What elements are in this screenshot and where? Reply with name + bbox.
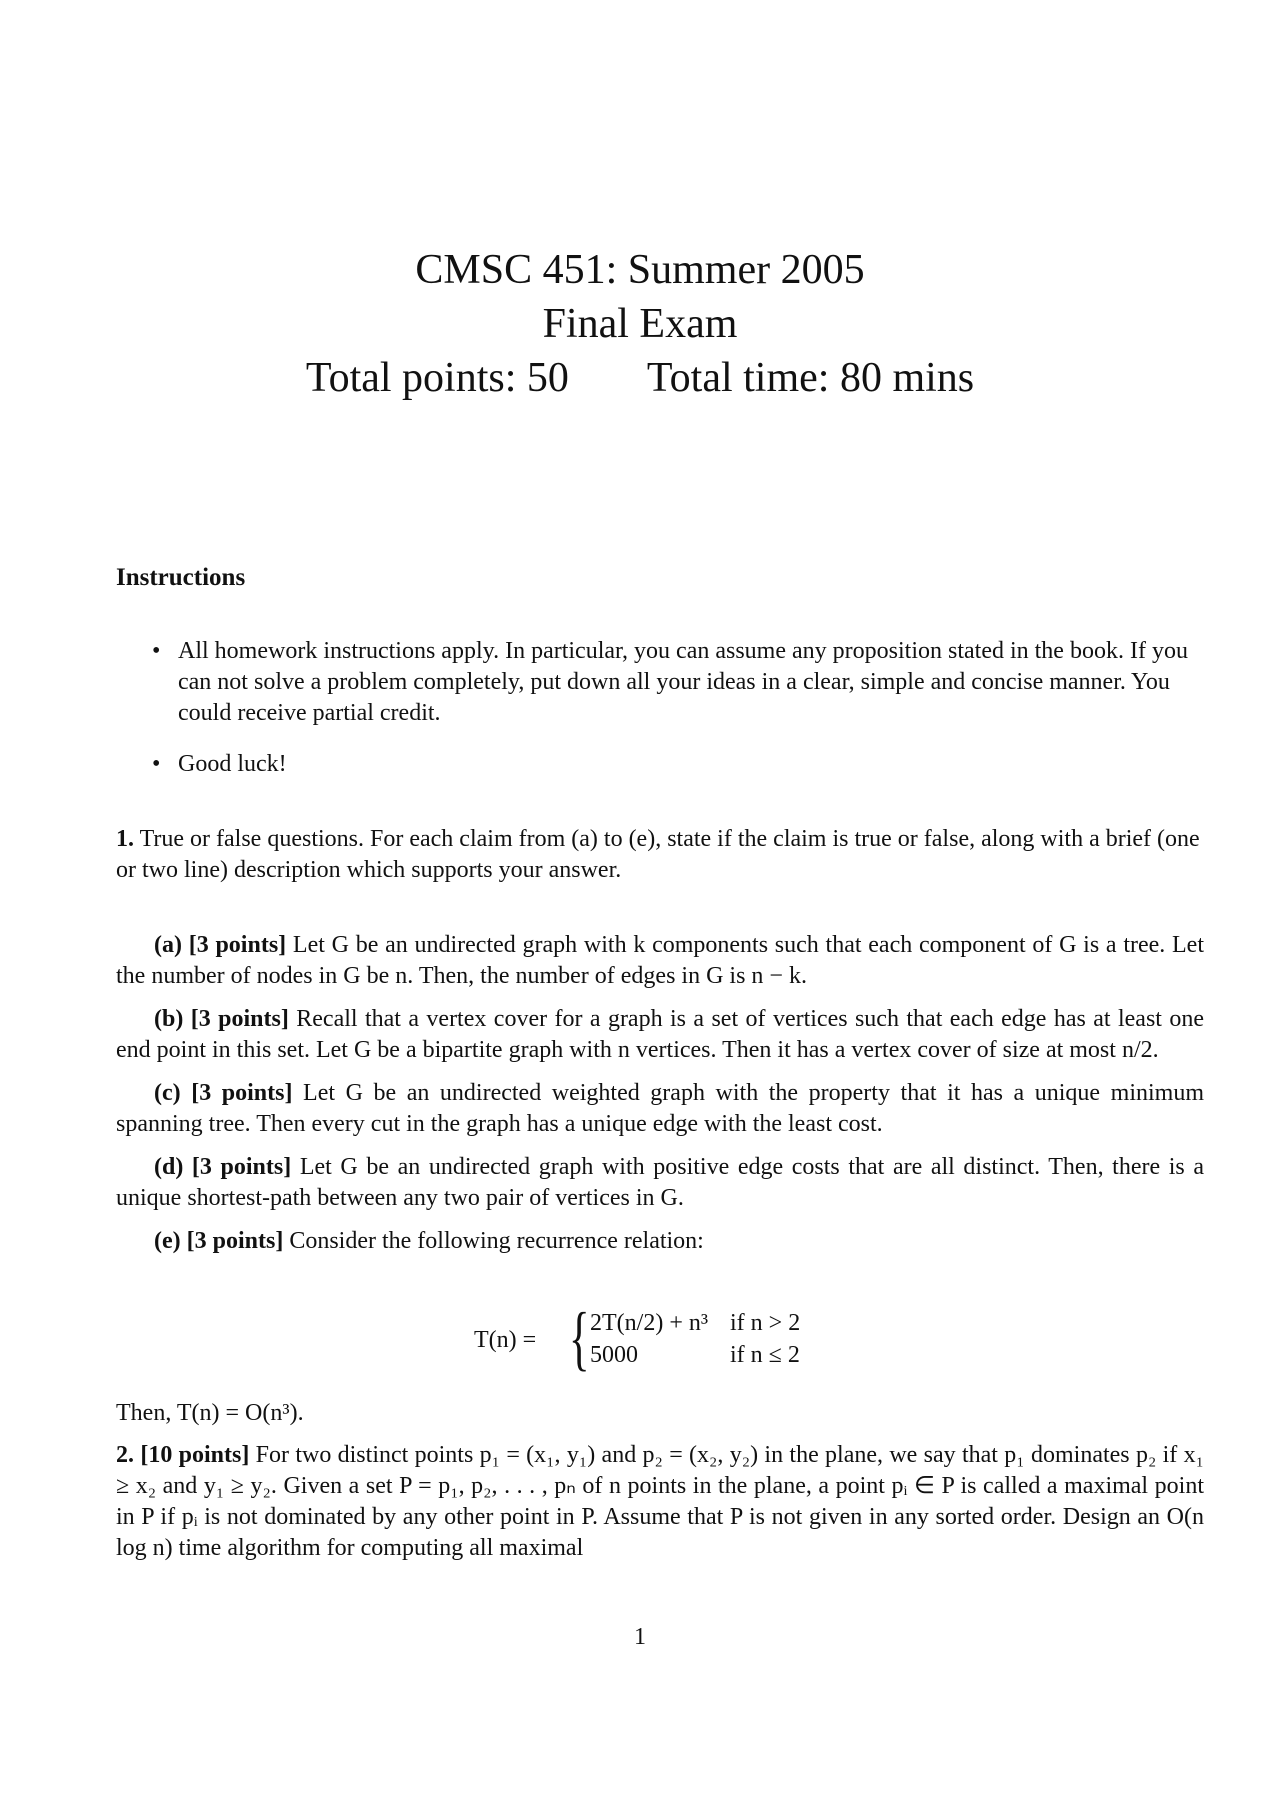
question-1-number: 1.	[116, 826, 134, 852]
part-d-label: (d) [3 points]	[154, 1154, 292, 1180]
question-2-text: For two distinct points p₁ = (x₁, y₁) and p₂ = (x₂, y₂) in the plane, we say that p₁ dominates p₂ if x₁ ≥ x₂ and y₁ ≥ y₂. Given a set P = p₁, p₂, . . . , pₙ of n points in the plane, a point pᵢ ∈ P is called a maximal point in P if pᵢ is not dominated by any other point in P. Assume that P is not given in any sorted order. Design an O(n log n) time algorithm for computing all maximal	[116, 1442, 1204, 1561]
question-1	[116, 824, 1204, 886]
bullet-icon: •	[152, 751, 161, 777]
bullet-icon: •	[152, 638, 161, 664]
part-c-text: Let G be an undirected weighted graph with the property that it has a unique minimum spanning tree. Then every cut in the graph has a unique edge with the least cost.	[116, 1080, 1204, 1137]
points-time-line	[0, 351, 1280, 405]
part-b	[116, 1004, 1204, 1066]
instructions-list	[116, 636, 1204, 800]
recurrence-case-1: 2T(n/2) + n³	[590, 1310, 709, 1336]
part-d-text: Let G be an undirected graph with positive edge costs that are all distinct. Then, there is a unique shortest-path between any two pair of vertices in G.	[116, 1154, 1204, 1211]
total-time: Total time: 80 mins	[646, 355, 975, 401]
part-e	[116, 1226, 1204, 1257]
recurrence-lhs: T(n) =	[474, 1327, 537, 1353]
recurrence-condition-2: if n ≤ 2	[730, 1342, 800, 1368]
part-e-label: (e) [3 points]	[154, 1228, 284, 1254]
recurrence-conclusion: Then, T(n) = O(n³).	[116, 1400, 304, 1426]
page-number: 1	[634, 1624, 646, 1650]
part-c-label: (c) [3 points]	[154, 1080, 293, 1106]
question-1-text: True or false questions. For each claim from (a) to (e), state if the claim is true or false, along with a brief (one or two line) description which supports your answer.	[116, 826, 1200, 883]
left-brace-icon: {	[568, 1298, 590, 1378]
title-block	[0, 243, 1280, 405]
part-b-text: Recall that a vertex cover for a graph is a set of vertices such that each edge has at least one end point in this set. Let G be a bipartite graph with n vertices. Then it has a vertex cover of size at most n/2.	[116, 1006, 1205, 1063]
part-c	[116, 1078, 1204, 1140]
part-a-text: Let G be an undirected graph with k components such that each component of G is a tree. Let the number of nodes in G be n. Then, the number of edges in G is n − k.	[116, 932, 1205, 989]
part-a-label: (a) [3 points]	[154, 932, 287, 958]
total-points: Total points: 50	[305, 355, 569, 401]
instructions-heading: Instructions	[116, 564, 246, 591]
exam-title: Final Exam	[542, 301, 738, 347]
part-a	[116, 930, 1204, 992]
question-2	[116, 1440, 1204, 1564]
recurrence-condition-1: if n > 2	[730, 1310, 801, 1336]
list-item	[116, 636, 1204, 729]
recurrence-case-2: 5000	[590, 1342, 638, 1368]
instruction-text: Good luck!	[178, 751, 287, 777]
list-item	[116, 749, 1204, 780]
course-title: CMSC 451: Summer 2005	[415, 247, 865, 293]
instruction-text: All homework instructions apply. In particular, you can assume any proposition stated in the book. If you can not solve a problem completely, put down all your ideas in a clear, simple and concise manner. You could receive partial credit.	[178, 638, 1188, 726]
part-e-text: Consider the following recurrence relation:	[289, 1228, 704, 1254]
part-b-label: (b) [3 points]	[154, 1006, 289, 1032]
question-1-parts	[116, 930, 1204, 1269]
question-2-label: 2. [10 points]	[116, 1442, 250, 1468]
part-d	[116, 1152, 1204, 1214]
